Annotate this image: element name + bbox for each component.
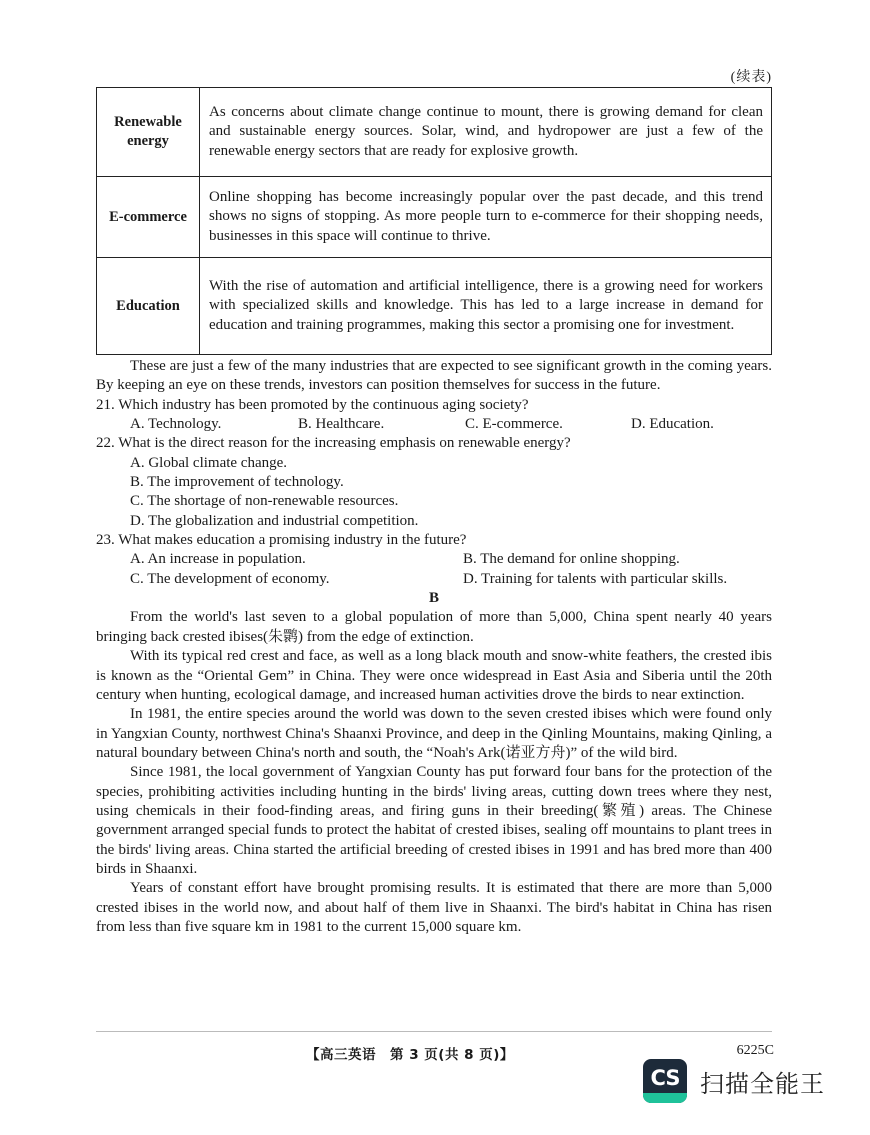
option-c[interactable]: C. The shortage of non-renewable resources.	[130, 493, 399, 510]
industry-description: With the rise of automation and artificial intelligence, there is a growing need for workers with specialized skills and knowledge. This has led to a large increase in demand for education and training programmes, making this sector a promising one for investment.	[200, 258, 772, 355]
option-b[interactable]: B. The demand for online shopping.	[463, 551, 680, 568]
table-row	[97, 177, 772, 258]
question-options	[96, 550, 772, 569]
passage-b-paragraph: From the world's last seven to a global population of more than 5,000, China spent nearly 40 years bringing back crested ibises(朱鹮) from the edge of extinction.	[96, 609, 772, 645]
question-options	[96, 570, 772, 589]
industry-description: As concerns about climate change continue to mount, there is growing demand for clean and sustainable energy sources. Solar, wind, and hydropower are just a few of the renewable energy sectors that are ready for explosive growth.	[200, 88, 772, 177]
app-name: 扫描全能王	[700, 1069, 825, 1098]
paper-code: 6225C	[736, 1043, 774, 1058]
question-stem: 22. What is the direct reason for the increasing emphasis on renewable energy?	[96, 435, 571, 452]
option-a[interactable]: A. Technology.	[130, 416, 222, 433]
industry-name: Education	[97, 258, 200, 355]
page-number-label: 【高三英语 第 3 页(共 8 页)】	[306, 1047, 514, 1063]
question-options	[96, 415, 772, 434]
body-text	[96, 357, 772, 937]
industry-name: Renewable energy	[97, 88, 200, 177]
table-row	[97, 258, 772, 355]
section-b-heading: B	[428, 590, 439, 607]
passage-a-conclusion: These are just a few of the many industries that are expected to see significant growth in the coming years. By keeping an eye on these trends, investors can position themselves for success in the future.	[96, 358, 772, 394]
question-stem: 21. Which industry has been promoted by the continuous aging society?	[96, 396, 529, 413]
logo-text: CS	[650, 1066, 680, 1090]
passage-b-paragraph: Years of constant effort have brought promising results. It is estimated that there are more than 5,000 crested ibises in the world now, and about half of them live in Shaanxi. The bird's habitat in China has risen from less than five square km in 1981 to the current 15,000 square km.	[96, 880, 772, 935]
question-21	[96, 396, 772, 435]
industry-name: E-commerce	[97, 177, 200, 258]
question-23	[96, 531, 772, 589]
table-row	[97, 88, 772, 177]
option-b[interactable]: B. The improvement of technology.	[130, 474, 344, 491]
option-a[interactable]: A. Global climate change.	[130, 454, 288, 471]
option-d[interactable]: D. The globalization and industrial competition.	[130, 512, 419, 529]
passage-b-paragraph: In 1981, the entire species around the world was down to the seven crested ibises which were found only in Yangxian County, northwest China's Shaanxi Province, and deep in the Qinling Mountains, making Qinling, a natural boundary between China's north and south, the “Noah's Ark(诺亚方舟)” of the wild bird.	[96, 706, 772, 761]
industry-description: Online shopping has become increasingly popular over the past decade, and this trend shows no signs of stopping. As more people turn to e-commerce for their shopping needs, businesses in this space will continue to thrive.	[200, 177, 772, 258]
industries-table	[96, 87, 772, 355]
option-d[interactable]: D. Training for talents with particular skills.	[463, 570, 728, 587]
option-b[interactable]: B. Healthcare.	[298, 416, 385, 433]
question-stem: 23. What makes education a promising industry in the future?	[96, 532, 467, 549]
continued-table-label: (续表)	[730, 70, 772, 85]
option-a[interactable]: A. An increase in population.	[130, 551, 306, 568]
footer-divider	[96, 1031, 772, 1032]
question-22	[96, 434, 772, 531]
passage-b-paragraph: With its typical red crest and face, as well as a long black mouth and snow-white feathers, the crested ibis is known as the “Oriental Gem” in China. They were once widespread in East Asia and Siberia until the 20th century when hunting, ecological damage, and increased human activities drove the birds to near extinction.	[96, 648, 772, 703]
camscanner-logo-icon	[643, 1059, 687, 1103]
option-c[interactable]: C. The development of economy.	[130, 570, 330, 587]
passage-b-paragraph: Since 1981, the local government of Yangxian County has put forward four bans for the protection of the species, prohibiting activities including hunting in the birds' living areas, cutting down trees where they nest, using chemicals in their food-finding areas, and firing guns in their breeding(繁殖) areas. The Chinese government arranged special funds to protect the habitat of crested ibises, sealing off mountains to plant trees in the birds' living areas. China started the artificial breeding of crested ibises in 1991 and has bred more than 400 birds in Shaanxi.	[96, 764, 772, 877]
option-d[interactable]: D. Education.	[631, 416, 714, 433]
option-c[interactable]: C. E-commerce.	[465, 416, 563, 433]
camscanner-watermark	[643, 1059, 825, 1103]
